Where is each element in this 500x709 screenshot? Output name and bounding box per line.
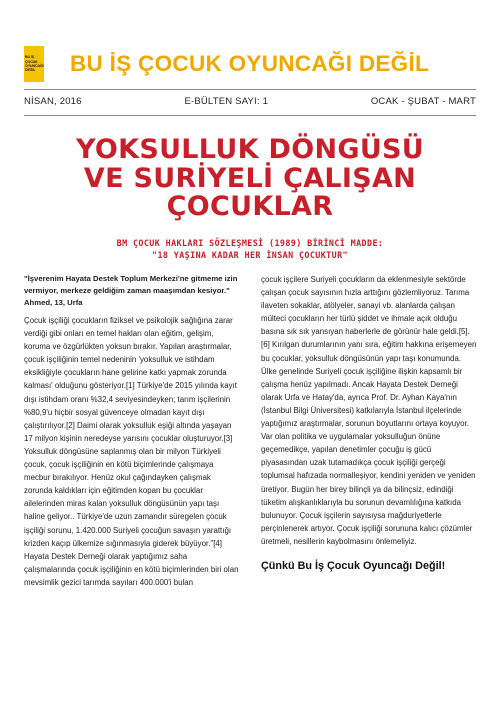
top-divider <box>24 89 476 90</box>
article-subheading <box>24 237 476 261</box>
headline-line: ÇOCUKLAR <box>166 191 334 222</box>
project-logo <box>24 46 44 82</box>
article-body-right: çocuk işçilere Suriyeli çocukların da eklenmesiyle sektörde çalışan çocuk sayısının hızla arttığını gözlemliyoruz. Tarıma ilaveten sokaklar, atölyeler, sanayi vb. alanlarda çalışan mülteci çocukların her türlü şiddet ve ihmale açık olduğu basına sık sık yansıyan haberlerle de görünür hale geldi.[5]. [6] Kırılgan durumlarının yanı sıra, eğitim hakkına erişemeyen bu çocuklar, yoksulluk döngüsünün yapı taşı konumunda. Ülke genelinde Suriyeli çocuk işçiliğine ilişkin kapsamlı bir çalışma henüz yapılmadı. Ancak Hayata Destek Derneği olarak Urfa ve Hatay'da, ayrıca Prof. Dr. Ayhan Kaya'nın (İstanbul Bilgi Üniversitesi) katkılarıyla İstanbul ilçelerinde yaptığımız araştırmalar, sorunun boyutlarını ortaya koyuyor. Var olan politika ve uygulamalar yoksulluğun önüne geçemedikçe, yapılan denetimler çocuğu iş gücü piyasasından uzak tutamadıkça çocuk işçiliği gerçeği toplumsal hafızada normalleşiyor, kendini yeniden ve yeniden üretiyor. Bugün her birey bilinçli ya da bilinçsiz, edindiği tüketim alışkanlıklarıyla bu sorunun devamlılığına katkıda bulunuyor. Çocuk işçilerin sayısıysa mağduriyetlerle perçinlenerek artıyor. Çocuk işçiliği sorununa kalıcı çözümler üretmeli, nesillerin kaybolmasını önlemeliyiz. <box>261 275 477 546</box>
issue-meta-bar <box>24 96 476 107</box>
pull-quote: "İşverenim Hayata Destek Toplum Merkezi'ne gitmeme izin vermiyor, merkeze geldiğim zaman maaşımdan kesiyor." Ahmed, 13, Urfa <box>24 274 238 307</box>
issue-period: OCAK - ŞUBAT - MART <box>370 96 476 107</box>
subheading-line: BM ÇOCUK HAKLARI SÖZLEŞMESİ (1989) BİRİNCİ MADDE: <box>116 238 384 248</box>
issue-date: NİSAN, 2016 <box>24 96 82 107</box>
issue-number: E-BÜLTEN SAYI: 1 <box>184 96 269 107</box>
meta-divider <box>24 115 476 116</box>
headline-line: VE SURİYELİ ÇALIŞAN <box>83 162 417 194</box>
logo-text-line: DEĞİL <box>25 68 36 73</box>
headline-line: YOKSULLUK DÖNGÜSÜ <box>75 134 425 165</box>
logo-text-line: BU İŞ <box>25 55 35 60</box>
closing-slogan: Çünkü Bu İş Çocuk Oyuncağı Değil! <box>261 559 446 572</box>
article-headline <box>24 136 476 222</box>
newsletter-title: BU İŞ ÇOCUK OYUNCAĞI DEĞİL <box>70 51 430 76</box>
article-column-right <box>261 273 477 573</box>
subheading-line: "18 YAŞINA KADAR HER İNSAN ÇOCUKTUR" <box>152 250 348 260</box>
logo-text-line: ÇOCUK <box>25 59 38 64</box>
logo-text-line: OYUNCAĞI <box>25 64 44 68</box>
article-column-left <box>24 273 239 589</box>
masthead <box>24 44 476 84</box>
article-body-left: Çocuk işçiliği çocukların fiziksel ve psikolojik sağlığına zarar verdiği gibi onları en temel hakları olan eğitim, gelişim, koruma ve özgürlükten yoksun bırakır. Yapılan araştırmalar, çocuk işçiliğinin temel nedeninin 'yoksulluk ve istihdam eksikliğiyle çocukların hane gelirine katkı yapmak zorunda kalması' olduğunu gösteriyor.[1] Türkiye'de 2015 yılında kayıt dışı istihdam oranı %32,4 seviyesindeyken; tarım işçilerinin %80,9'u hiçbir sosyal güvenceye olmadan kayıt dışı çalıştırılıyor.[2] Daimi olarak yoksulluk eşiği altında yaşayan 17 milyon kişinin neredeyse yarısını çocuklar oluşturuyor.[3] Yoksulluk döngüsüne saplanmış olan bir milyon Türkiyeli çocuk, çocuk işçiliğinin en kötü biçimlerinde çalışmaya mecbur bırakılıyor. Henüz okul çağındayken çalışmak zorunda kaldıkları için eğitimden kopan bu çocuklar ailelerinden miras kalan yoksulluk döngüsünün yapı taşı haline geliyor.. Türkiye'de uzun zamandır süregelen çocuk işçiliği sorunu, 1.420.000 Suriyeli çocuğun savaşın yarattığı krizden kaçıp ülkemize sığınmasıyla giderek büyüyor."[4] Hayata Destek Derneği olarak yaptığımız saha çalışmalarında çocuk işçiliğinin en kötü biçimlerinden biri olan mevsimlik gezici tarımda sayıları 400.000'i bulan <box>24 316 239 587</box>
